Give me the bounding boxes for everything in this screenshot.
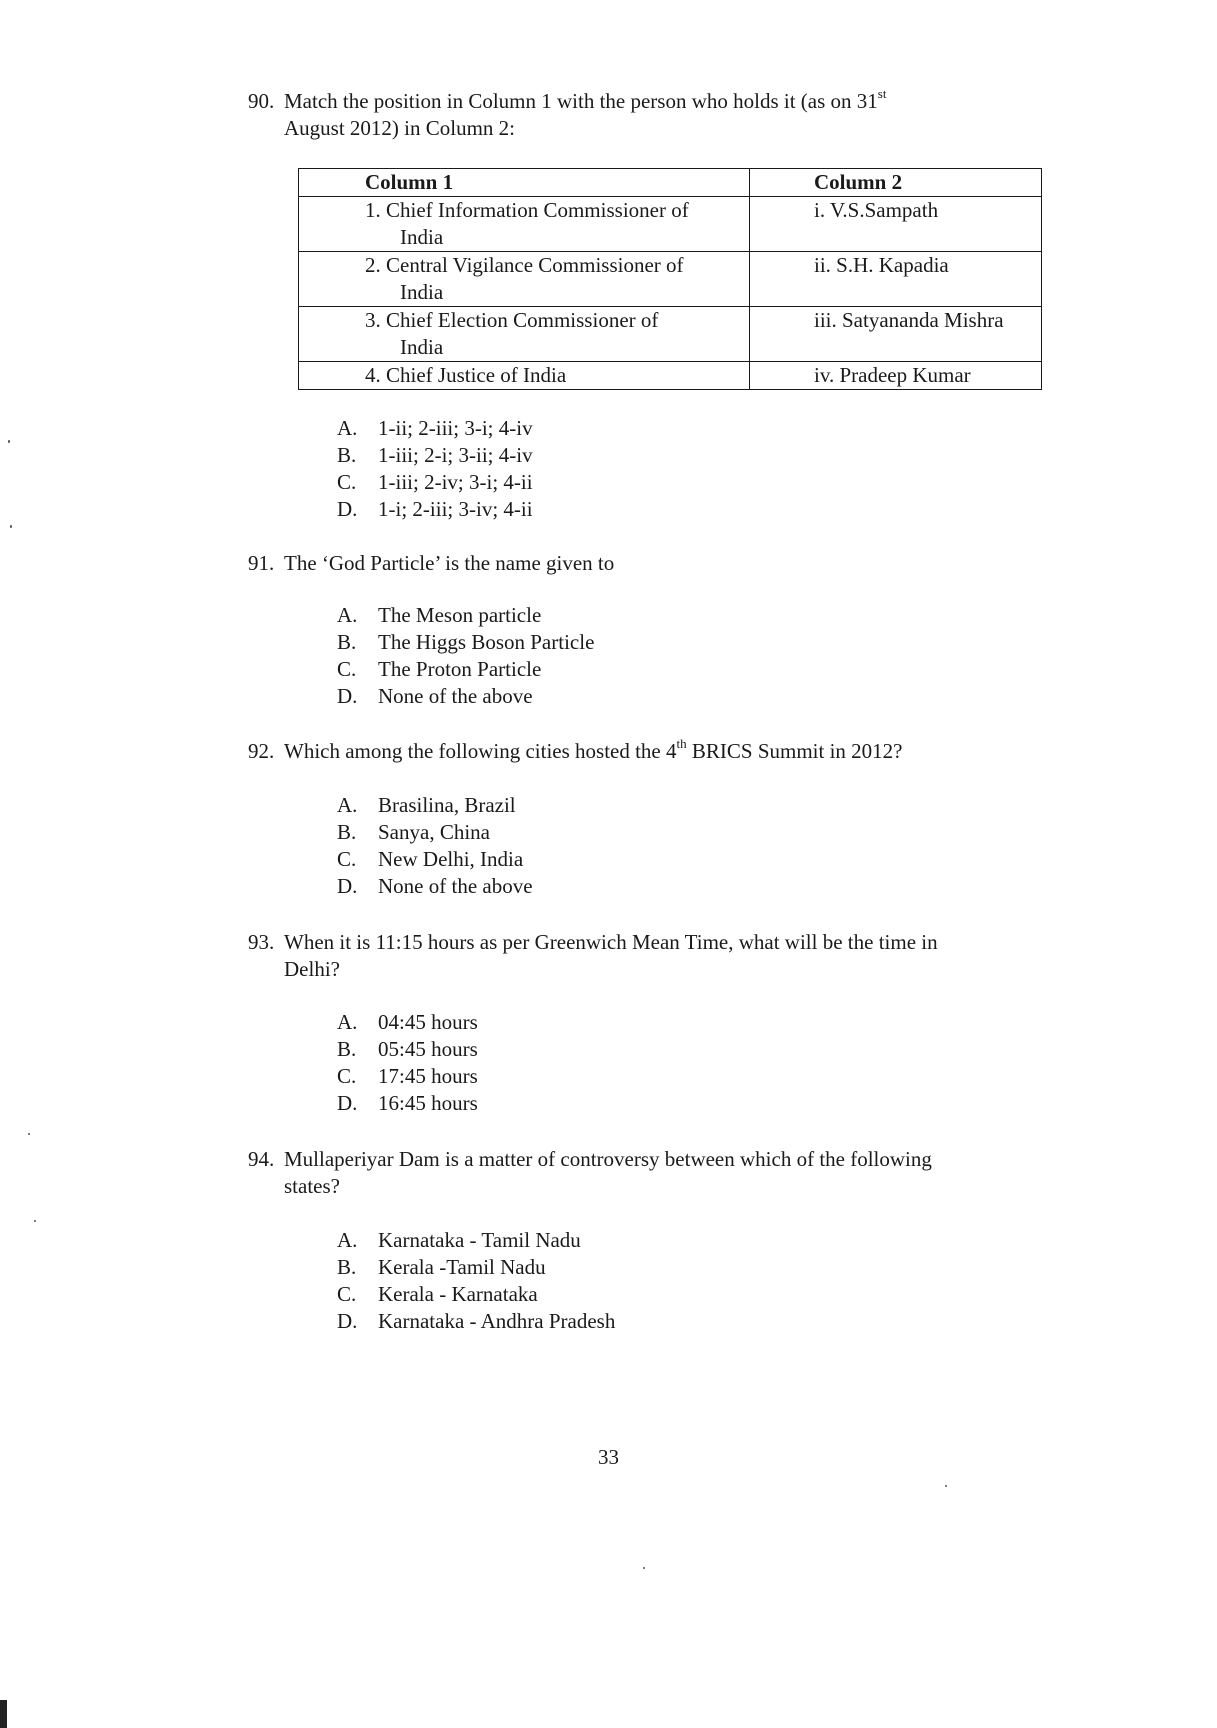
option-d[interactable]: D. 1-i; 2-iii; 3-iv; 4-ii — [337, 497, 533, 521]
question-94 — [248, 1146, 1038, 1200]
scan-speck — [643, 1567, 645, 1569]
option-text: The Proton Particle — [378, 657, 542, 681]
table-cell-column-1: 2. Central Vigilance Commissioner of India — [299, 252, 750, 307]
option-b[interactable]: B. 05:45 hours — [337, 1037, 478, 1061]
question-93-options — [337, 1009, 478, 1117]
option-text: 1-iii; 2-i; 3-ii; 4-iv — [378, 443, 533, 467]
option-text: Karnataka - Andhra Pradesh — [378, 1309, 616, 1333]
option-text: 17:45 hours — [378, 1064, 478, 1088]
table-row — [299, 307, 1042, 362]
option-text: 1-ii; 2-iii; 3-i; 4-iv — [378, 416, 533, 440]
table-cell-column-2: i. V.S.Sampath — [750, 197, 1042, 252]
question-number: 90. — [248, 89, 275, 113]
option-text: None of the above — [378, 684, 533, 708]
option-d[interactable]: D. None of the above — [337, 874, 533, 898]
option-b[interactable]: B. The Higgs Boson Particle — [337, 630, 595, 654]
table-cell-column-2: iii. Satyananda Mishra — [750, 307, 1042, 362]
table-cell-column-2: ii. S.H. Kapadia — [750, 252, 1042, 307]
question-90 — [248, 88, 1038, 142]
option-text: 1-i; 2-iii; 3-iv; 4-ii — [378, 497, 533, 521]
option-a[interactable]: A. The Meson particle — [337, 603, 542, 627]
option-text: 04:45 hours — [378, 1010, 478, 1034]
question-90-options — [337, 415, 533, 523]
question-text: Which among the following cities hosted the 4th BRICS Summit in 2012? — [284, 736, 903, 763]
page-number: 33 — [598, 1445, 619, 1469]
option-b[interactable]: B. Sanya, China — [337, 820, 490, 844]
column-2-header: Column 2 — [750, 169, 1042, 197]
question-number: 93. — [248, 930, 275, 954]
question-text-line2: Delhi? — [284, 957, 340, 981]
superscript: th — [676, 736, 687, 751]
question-number: 94. — [248, 1147, 275, 1171]
question-text-line1: When it is 11:15 hours as per Greenwich Mean Time, what will be the time in — [284, 930, 938, 954]
option-text: The Higgs Boson Particle — [378, 630, 595, 654]
scan-speck — [10, 525, 12, 528]
question-text: The ‘God Particle’ is the name given to — [284, 551, 615, 575]
question-92 — [248, 738, 1038, 765]
option-text: Karnataka - Tamil Nadu — [378, 1228, 581, 1252]
question-92-options — [337, 792, 533, 900]
option-b[interactable]: B. Kerala -Tamil Nadu — [337, 1255, 546, 1279]
option-c[interactable]: C. New Delhi, India — [337, 847, 524, 871]
scan-speck — [34, 1220, 36, 1222]
option-text: Kerala - Karnataka — [378, 1282, 538, 1306]
option-a[interactable]: A. Brasilina, Brazil — [337, 793, 516, 817]
question-number: 91. — [248, 551, 275, 575]
table-row — [299, 252, 1042, 307]
question-91-options — [337, 602, 594, 710]
table-cell-column-2: iv. Pradeep Kumar — [750, 362, 1042, 390]
question-90-text — [248, 88, 1038, 142]
match-table — [298, 168, 1042, 390]
option-text: 16:45 hours — [378, 1091, 478, 1115]
option-d[interactable]: D. None of the above — [337, 684, 533, 708]
question-text-line2: August 2012) in Column 2: — [284, 116, 516, 140]
option-c[interactable]: C. 17:45 hours — [337, 1064, 478, 1088]
table-cell-column-1: 1. Chief Information Commissioner of India — [299, 197, 750, 252]
option-b[interactable]: B. 1-iii; 2-i; 3-ii; 4-iv — [337, 443, 533, 467]
table-header-row — [299, 169, 1042, 197]
option-c[interactable]: C. The Proton Particle — [337, 657, 542, 681]
option-c[interactable]: C. Kerala - Karnataka — [337, 1282, 538, 1306]
question-text-line2: states? — [284, 1174, 340, 1198]
scan-speck — [28, 1133, 30, 1135]
scan-edge-mark — [0, 1700, 7, 1728]
option-a[interactable]: A. 1-ii; 2-iii; 3-i; 4-iv — [337, 416, 533, 440]
option-text: Kerala -Tamil Nadu — [378, 1255, 546, 1279]
option-text: The Meson particle — [378, 603, 542, 627]
option-text: Sanya, China — [378, 820, 490, 844]
superscript: st — [877, 86, 887, 101]
question-number: 92. — [248, 739, 275, 763]
option-a[interactable]: A. 04:45 hours — [337, 1010, 478, 1034]
column-1-header: Column 1 — [299, 169, 750, 197]
scan-speck — [8, 440, 10, 443]
option-text: New Delhi, India — [378, 847, 524, 871]
option-c[interactable]: C. 1-iii; 2-iv; 3-i; 4-ii — [337, 470, 533, 494]
table-cell-column-1: 3. Chief Election Commissioner of India — [299, 307, 750, 362]
table-row — [299, 197, 1042, 252]
option-d[interactable]: D. 16:45 hours — [337, 1091, 478, 1115]
option-text: 05:45 hours — [378, 1037, 478, 1061]
question-93 — [248, 929, 1038, 983]
option-a[interactable]: A. Karnataka - Tamil Nadu — [337, 1228, 581, 1252]
option-d[interactable]: D. Karnataka - Andhra Pradesh — [337, 1309, 616, 1333]
option-text: None of the above — [378, 874, 533, 898]
question-91 — [248, 550, 1038, 577]
option-text: 1-iii; 2-iv; 3-i; 4-ii — [378, 470, 533, 494]
question-94-options — [337, 1227, 615, 1335]
question-text-line1: Match the position in Column 1 with the person who holds it (as on 31 — [284, 89, 878, 113]
scan-speck — [945, 1485, 947, 1487]
option-text: Brasilina, Brazil — [378, 793, 516, 817]
table-row — [299, 362, 1042, 390]
table-cell-column-1: 4. Chief Justice of India — [299, 362, 750, 390]
question-text-line1: Mullaperiyar Dam is a matter of controversy between which of the following — [284, 1147, 932, 1171]
